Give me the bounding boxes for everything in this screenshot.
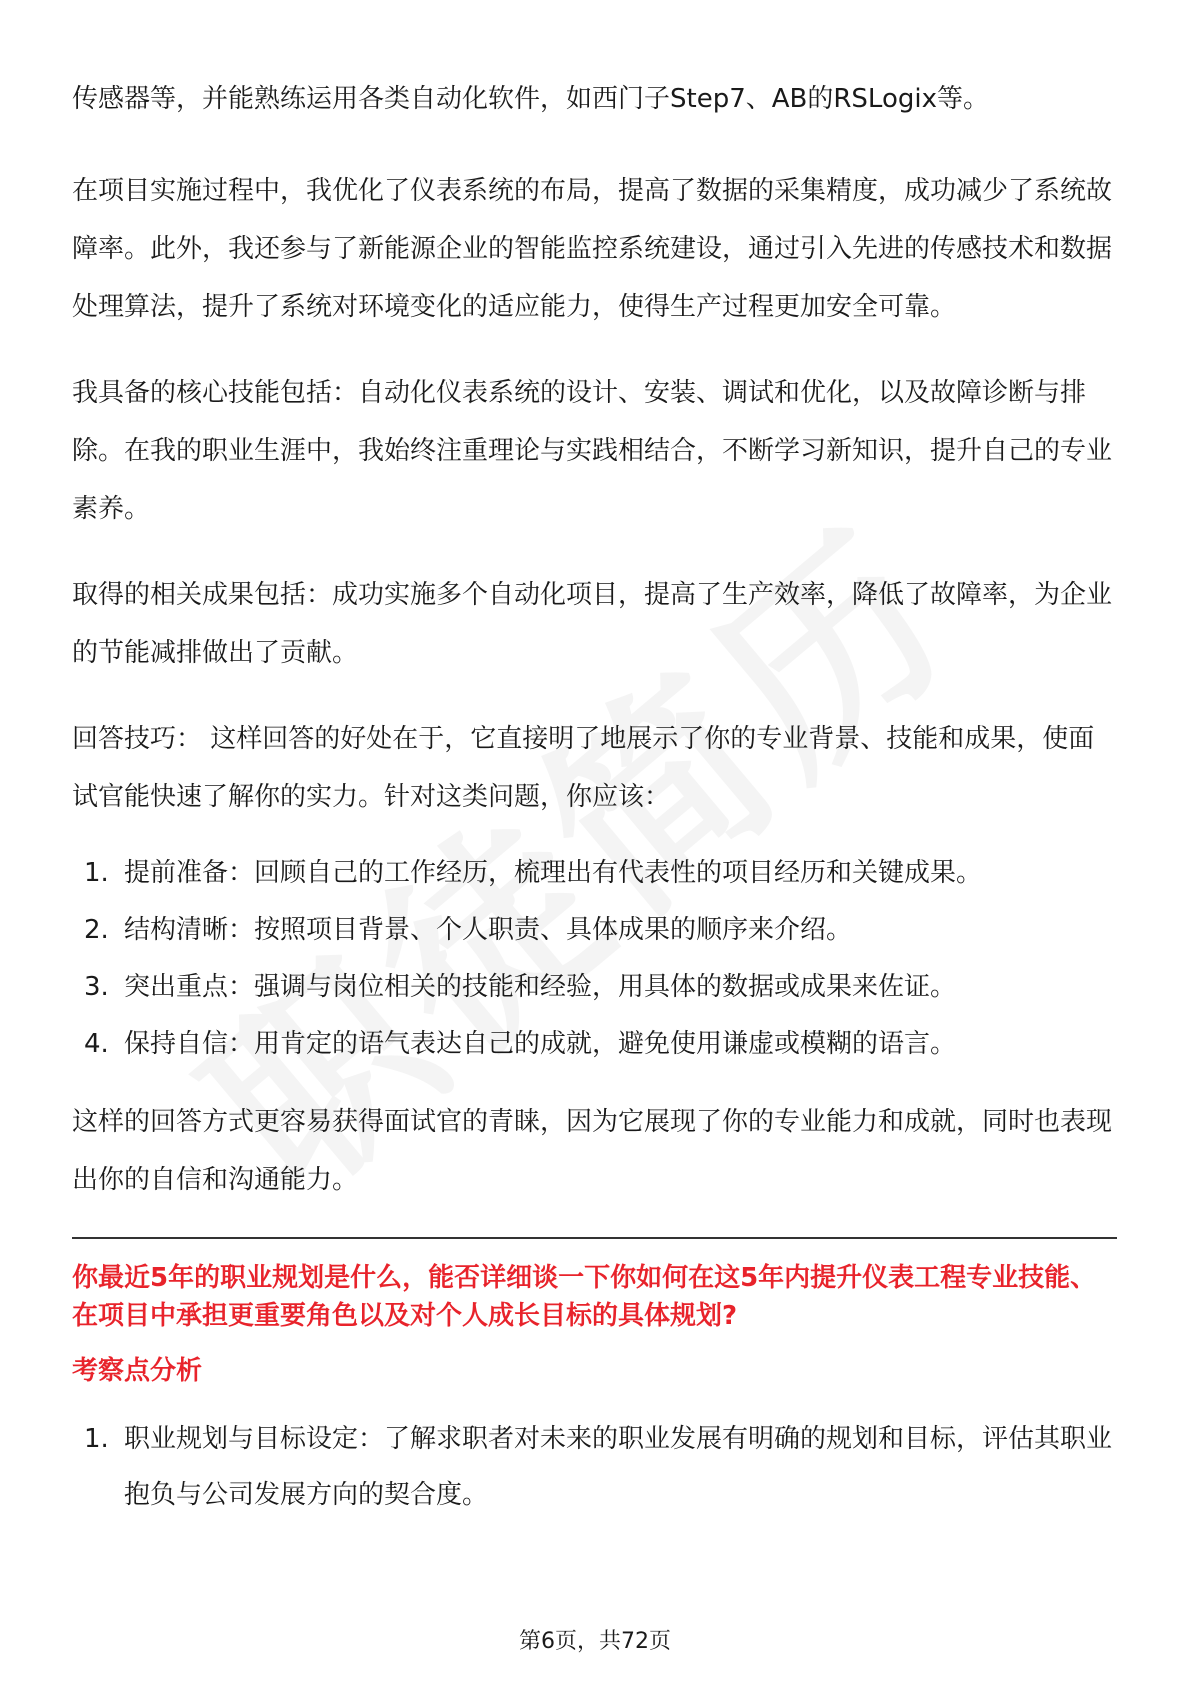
paragraph-skills: 我具备的核心技能包括：自动化仪表系统的设计、安装、调试和优化，以及故障诊断与排除。在我的职业生涯中，我始终注重理论与实践相结合，不断学习新知识，提升自己的专业素养。 (72, 378, 1113, 524)
document-body (72, 70, 1117, 1523)
list-item (72, 968, 1117, 1006)
section-divider (72, 1237, 1117, 1239)
list-text: 职业规划与目标设定：了解求职者对未来的职业发展有明确的规划和目标，评估其职业抱负与公司发展方向的契合度。 (124, 1424, 1113, 1510)
analysis-list (72, 1411, 1117, 1523)
paragraph-software: 传感器等，并能熟练运用各类自动化软件，如西门子Step7、AB的RSLogix等。 (72, 84, 989, 114)
list-item (72, 911, 1117, 949)
list-number: 2. (84, 915, 109, 945)
list-text: 突出重点：强调与岗位相关的技能和经验，用具体的数据或成果来佐证。 (124, 972, 957, 1002)
list-item (72, 1411, 1117, 1523)
tips-list (72, 854, 1117, 1063)
list-item (72, 854, 1117, 892)
list-text: 提前准备：回顾自己的工作经历，梳理出有代表性的项目经历和关键成果。 (124, 858, 983, 888)
paragraph-achievements: 取得的相关成果包括：成功实施多个自动化项目，提高了生产效率，降低了故障率，为企业的节能减排做出了贡献。 (72, 580, 1113, 668)
paragraph-project: 在项目实施过程中，我优化了仪表系统的布局，提高了数据的采集精度，成功减少了系统故障率。此外，我还参与了新能源企业的智能监控系统建设，通过引入先进的传感技术和数据处理算法，提升了系统对环境变化的适应能力，使得生产过程更加安全可靠。 (72, 176, 1113, 322)
list-number: 1. (84, 1424, 109, 1454)
paragraph-conclusion: 这样的回答方式更容易获得面试官的青睐，因为它展现了你的专业能力和成就，同时也表现出你的自信和沟通能力。 (72, 1107, 1113, 1195)
list-item (72, 1025, 1117, 1063)
list-number: 3. (84, 972, 109, 1002)
paragraph-answer-tips: 回答技巧： 这样回答的好处在于，它直接明了地展示了你的专业背景、技能和成果，使面试官能快速了解你的实力。针对这类问题，你应该： (72, 724, 1095, 812)
list-text: 保持自信：用肯定的语气表达自己的成就，避免使用谦虚或模糊的语言。 (124, 1029, 957, 1059)
analysis-heading: 考察点分析 (72, 1356, 203, 1386)
question-heading: 你最近5年的职业规划是什么，能否详细谈一下你如何在这5年内提升仪表工程专业技能、在项目中承担更重要角色以及对个人成长目标的具体规划? (72, 1263, 1097, 1331)
page-number: 第6页，共72页 (519, 1629, 671, 1654)
list-number: 1. (84, 858, 109, 888)
list-number: 4. (84, 1029, 109, 1059)
list-text: 结构清晰：按照项目背景、个人职责、具体成果的顺序来介绍。 (124, 915, 853, 945)
